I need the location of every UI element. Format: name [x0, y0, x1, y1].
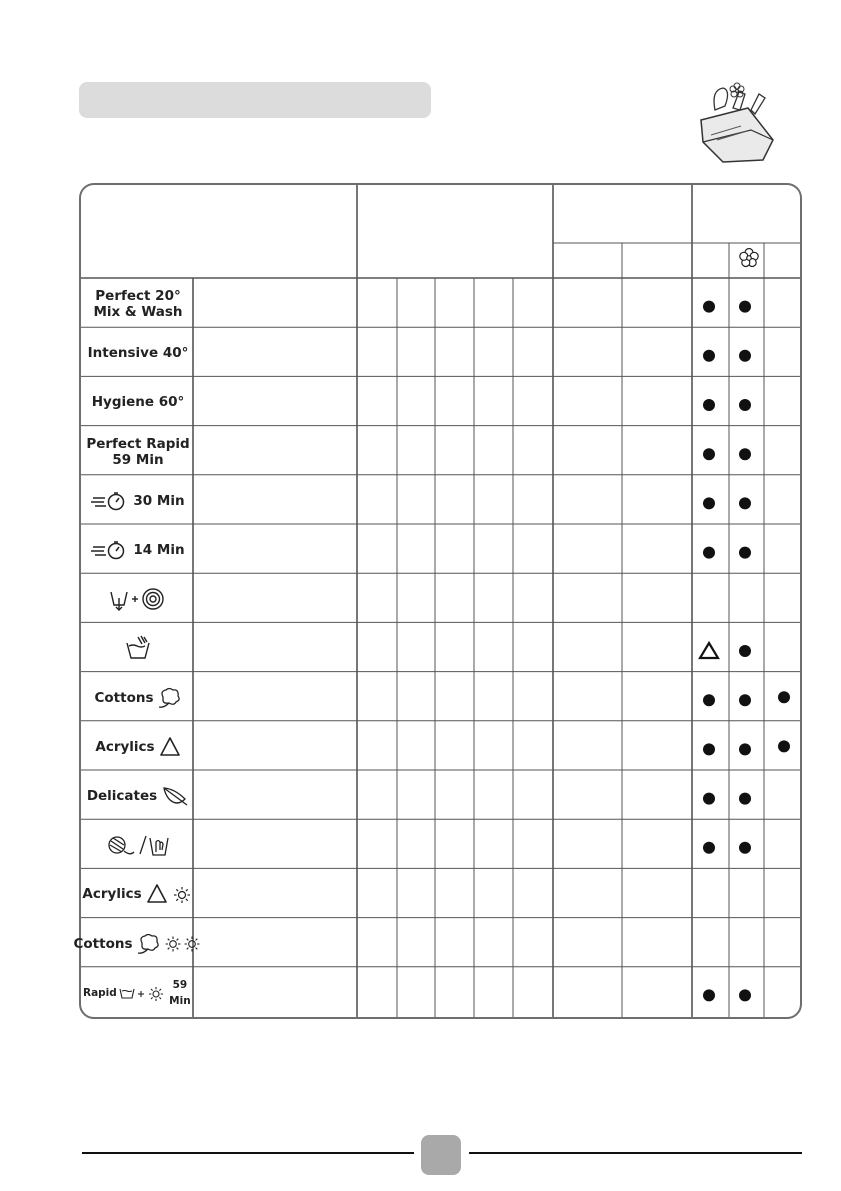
programme-name: 30 Min [133, 492, 185, 509]
dispenser-dot [703, 399, 715, 411]
dispenser-dot [778, 740, 790, 752]
programme-duration: 59 Min [169, 978, 191, 1007]
dispenser-dot [739, 842, 751, 854]
footer-rule-left [82, 1152, 414, 1154]
dispenser-dot [703, 842, 715, 854]
programme-table [73, 183, 802, 1019]
dispenser-dot [739, 399, 751, 411]
dispenser-dot [703, 350, 715, 362]
dispenser-dot [739, 694, 751, 706]
programme-name: Cottons [94, 689, 154, 706]
dispenser-dot [703, 694, 715, 706]
dispenser-dot [739, 350, 751, 362]
dispenser-dot [703, 793, 715, 805]
dispenser-triangle [700, 643, 718, 658]
footer-rule-right [469, 1152, 802, 1154]
programme-name: Perfect Rapid [86, 435, 190, 452]
dispenser-dot [703, 497, 715, 509]
dispenser-dot [739, 645, 751, 657]
dispenser-dot [739, 448, 751, 460]
programme-name: 14 Min [133, 542, 185, 559]
dispenser-dot [739, 301, 751, 313]
programme-name: Perfect 20° [95, 288, 181, 305]
dispenser-dot [703, 547, 715, 559]
dispenser-marks [81, 185, 800, 1017]
dispenser-dot [739, 547, 751, 559]
programme-name: Acrylics [82, 886, 142, 903]
flower-icon [737, 246, 761, 270]
page-number-tab [421, 1135, 461, 1175]
section-title-bar [79, 82, 431, 118]
dispenser-dot [778, 691, 790, 703]
programme-name: 59 Min [112, 451, 164, 468]
programme-name: Mix & Wash [93, 304, 183, 321]
dispenser-dot [703, 301, 715, 313]
programme-name: Delicates [86, 788, 158, 805]
programme-name: Hygiene 60° [91, 394, 185, 411]
dispenser-dot [739, 793, 751, 805]
programme-name: Acrylics [95, 738, 155, 755]
programme-name: Intensive 40° [87, 345, 189, 362]
dispenser-dot [739, 989, 751, 1001]
dispenser-dot [739, 497, 751, 509]
programme-name: Cottons [73, 935, 133, 952]
dispenser-dot [703, 989, 715, 1001]
detergent-drawer-illustration [693, 80, 778, 165]
programme-name: Rapid [83, 986, 117, 999]
dispenser-dot [739, 743, 751, 755]
dispenser-dot [703, 448, 715, 460]
dispenser-dot [703, 743, 715, 755]
